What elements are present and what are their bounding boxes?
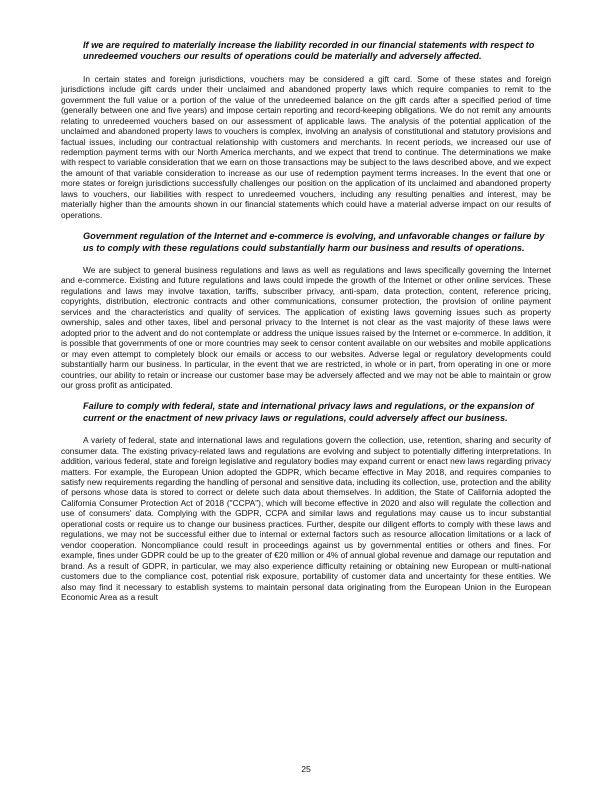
section-paragraph: We are subject to general business regulations and laws as well as regulations and laws specifically governing the Internet and e-commerce. Existing and future regulations and laws could impede the growth of the Internet or other online services. These regulations and laws may involve taxation, tariffs, subscriber privacy, anti-spam, data protection, content, reference pricing, copyrights, distribution, electronic contracts and other communications, consumer protection, the provision of online payment services and the characteristics and quality of services. The application of existing laws governing issues such as property ownership, sales and other taxes, libel and personal privacy to the Internet is not clear as the vast majority of these laws were adopted prior to the advent and do not contemplate or address the unique issues raised by the Internet or e-commerce. In addition, it is possible that governments of one or more countries may seek to censor content available on our websites and mobile applications or may even attempt to completely block our emails or access to our websites. Adverse legal or regulatory developments could substantially harm our business. In particular, in the event that we are restricted, in whole or in part, from operating in one or more countries, our ability to retain or increase our customer base may be adversely affected and we may not be able to maintain or grow our gross profit as anticipated. [61,264,551,390]
document-page [61,40,551,613]
section-paragraph: A variety of federal, state and international laws and regulations govern the collection, use, retention, sharing and security of consumer data. The existing privacy-related laws and regulations are evolving and subject to potentially differing interpretations. In addition, various federal, state and foreign legislative and regulatory bodies may expand current or enact new laws regarding privacy matters. For example, the European Union adopted the GDPR, which became effective in May 2018, and requires companies to satisfy new requirements regarding the handling of personal and sensitive data, including its collection, use, protection and the ability of persons whose data is stored to correct or delete such data about themselves. In addition, the State of California adopted the California Consumer Protection Act of 2018 ("CCPA"), which will become effective in 2020 and also will regulate the collection and use of consumers' data. Complying with the GDPR, CCPA and similar laws and regulations may cause us to incur substantial operational costs or require us to change our business practices. Further, despite our diligent efforts to comply with these laws and regulations, we may not be successful either due to internal or external factors such as resource allocation limitations or a lack of vendor cooperation. Noncompliance could result in proceedings against us by governmental entities or others and fines. For example, fines under GDPR could be up to the greater of €20 million or 4% of annual global revenue and damage our reputation and brand. As a result of GDPR, in particular, we may also experience difficulty retaining or obtaining new European or multi-national customers due to the compliance cost, potential risk exposure, portability of customer data and uncertainty for these entities. We also may find it necessary to establish systems to maintain personal data originating from the European Union in the European Economic Area as a result [61,435,551,603]
risk-factor-privacy-laws [61,401,551,602]
risk-factor-unredeemed-vouchers [61,40,551,220]
page-number: 25 [301,764,311,774]
section-paragraph: In certain states and foreign jurisdictions, vouchers may be considered a gift card. Some of these states and foreign jurisdictions include gift cards under their unclaimed and abandoned property laws which require companies to remit to the government the full value or a portion of the value of the unredeemed balance on the gift cards after a specified period of time (generally between one and five years) and impose certain reporting and record-keeping obligations. We do not remit any amounts relating to unredeemed vouchers based on our assessment of applicable laws. The analysis of the potential application of the unclaimed and abandoned property laws to vouchers is complex, involving an analysis of constitutional and statutory provisions and factual issues, including our contractual relationship with customers and merchants. In recent periods, we increased our use of redemption payment terms with our North America merchants, and we expect that trend to continue. The determinations we make with respect to variable consideration that we earn on those transactions may be subject to the laws described above, and we expect the amount of that variable consideration to increase as our use of redemption payment terms increases. In the event that one or more states or foreign jurisdictions successfully challenges our position on the application of its unclaimed and abandoned property laws to vouchers, our liabilities with respect to unredeemed vouchers, including any resulting penalties and interest, may be materially higher than the amounts shown in our financial statements which could have a material adverse impact on our results of operations. [61,73,551,220]
section-heading: Government regulation of the Internet and e-commerce is evolving, and unfavorable changes or failure by us to comply with these regulations could substantially harm our business and results of operations. [83,231,545,253]
section-heading: Failure to comply with federal, state and international privacy laws and regulations, or the expansion of current or the enactment of new privacy laws or regulations, could adversely affect our business. [83,401,534,423]
section-heading: If we are required to materially increase the liability recorded in our financial statements with respect to unredeemed vouchers our results of operations could be materially and adversely affected. [83,40,535,62]
risk-factor-internet-regulation [61,231,551,390]
